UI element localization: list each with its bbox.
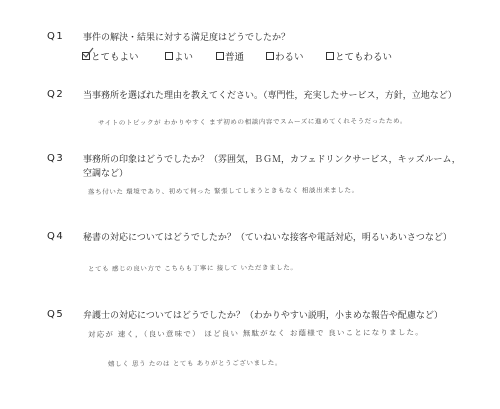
handwritten-answer-q5-line2: 嬉しく 思う たのは とても ありがとうございました。 xyxy=(107,358,282,368)
question-text-q2: 当事務所を選ばれた理由を教えてください。（専門性，充実したサービス，方針，立地など） xyxy=(83,91,457,101)
handwritten-answer-q5-line1: 対応が 速く，（良い意味で） ほど良い 無駄がなく お蔭様で 良いことになりました。 xyxy=(87,327,424,339)
question-number-q4: Q4 xyxy=(47,231,65,242)
option-label: とてもわるい xyxy=(335,52,393,63)
question-number-q2: Q2 xyxy=(47,89,65,100)
option-very-bad[interactable] xyxy=(326,49,392,63)
option-very-good[interactable] xyxy=(82,49,139,63)
question-number-q1: Q1 xyxy=(47,31,65,42)
checkbox[interactable] xyxy=(266,52,274,60)
option-label: とてもよい xyxy=(91,52,139,63)
handwritten-answer-q3: 落ち付いた 環境であり、初めて伺った 緊張してしまうときもなく 相談出来ました。 xyxy=(87,186,359,196)
checkbox[interactable] xyxy=(165,52,173,60)
question-text-q3-cont: 空調など） xyxy=(83,169,129,179)
question-text-q4: 秘書の対応についてはどうでしたか？（ていねいな接客や電話対応，明るいあいさつなど） xyxy=(83,233,452,243)
option-label: わるい xyxy=(275,52,304,63)
option-bad[interactable] xyxy=(266,49,304,63)
question-number-q3: Q3 xyxy=(47,153,65,164)
checkmark-icon xyxy=(82,47,94,59)
handwritten-answer-q2: サイトのトピックが わかりやすく まず初めの相談内容でスムーズに進めてくれそうだったため。 xyxy=(97,116,408,127)
option-neutral[interactable] xyxy=(216,49,244,63)
option-label: よい xyxy=(174,52,194,63)
question-number-q5: Q5 xyxy=(47,309,65,320)
handwritten-answer-q4: とても 感じの良い方で こちらも丁寧に 接して いただきました。 xyxy=(87,263,298,273)
checkbox[interactable] xyxy=(216,52,224,60)
option-good[interactable] xyxy=(165,49,193,63)
checkbox[interactable] xyxy=(82,52,90,60)
checkbox[interactable] xyxy=(326,52,334,60)
option-label: 普通 xyxy=(225,52,245,63)
question-text-q1: 事件の解決・結果に対する満足度はどうでしたか？ xyxy=(83,33,291,43)
question-text-q5: 弁護士の対応についてはどうでしたか？（わかりやすい説明，小まめな報告や配慮など） xyxy=(83,311,443,321)
question-text-q3: 事務所の印象はどうでしたか？（雰囲気，ＢＧＭ，カフェドリンクサービス，キッズルーム， xyxy=(83,155,461,165)
